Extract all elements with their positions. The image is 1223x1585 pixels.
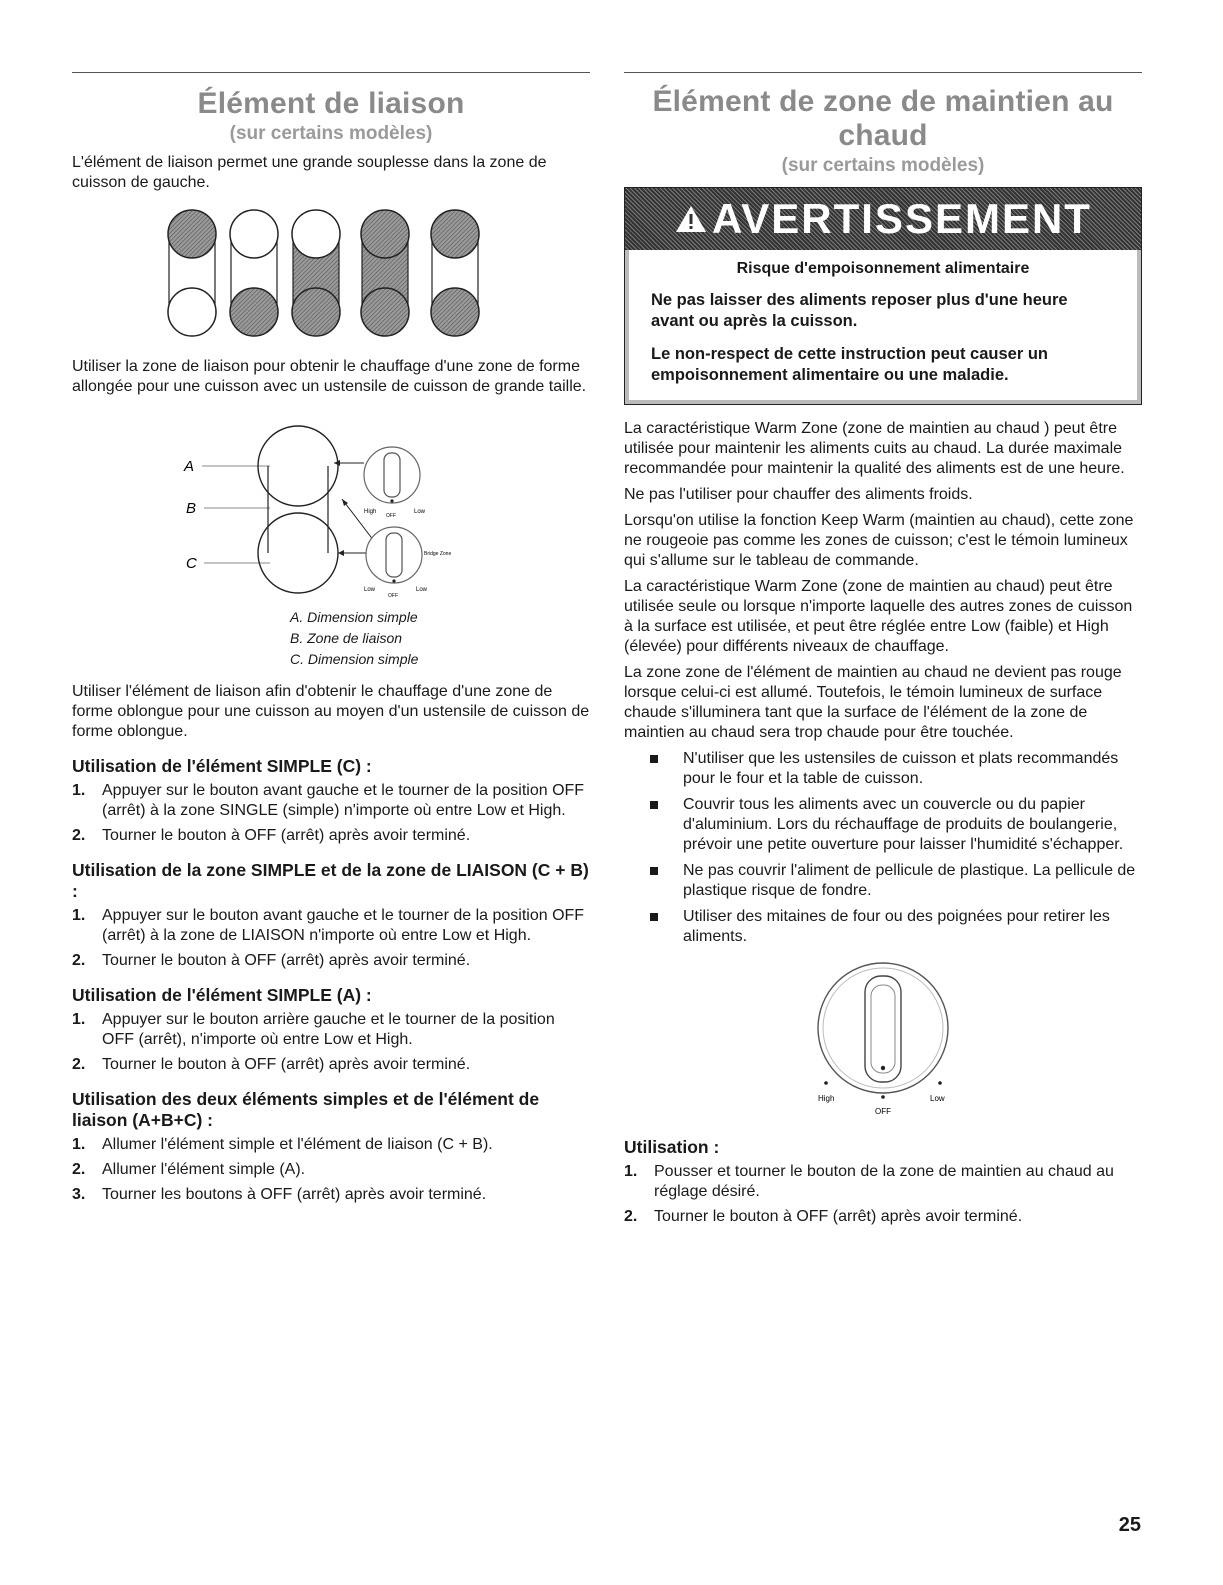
step: 2. Tourner le bouton à OFF (arrêt) après avoir terminé.	[624, 1208, 1023, 1225]
bullet-square-icon	[650, 867, 658, 875]
step: 1. Appuyer sur le bouton avant gauche et le tourner de la position OFF (arrêt) à la zone SINGLE (simple) n'importe où entre Low et High.	[72, 782, 585, 819]
paragraph: La caractéristique Warm Zone (zone de maintien au chaud ) peut être utilisée pour maintenir les aliments cuits au chaud. La durée maximale recommandée pour maintenir la qualité des aliments est de une heure.	[624, 420, 1125, 477]
knob-bottom-bridge: Bridge Zone	[424, 551, 452, 557]
config-4	[361, 210, 409, 336]
section-title: Élément de liaison	[197, 87, 465, 120]
bullet-list	[650, 749, 1142, 947]
section-subtitle: (sur certains modèles)	[229, 123, 433, 144]
list-item: Utiliser des mitaines de four ou des poignées pour retirer les aliments.	[650, 907, 1142, 947]
step: 1. Appuyer sur le bouton avant gauche et le tourner de la position OFF (arrêt) à la zone de LIAISON n'importe où entre Low et High.	[72, 907, 585, 944]
warm-zone-knob-figure	[624, 953, 1142, 1133]
list-item: Couvrir tous les aliments avec un couvercle ou du papier d'aluminium. Lors du réchauffage de produits de boulangerie, prévoir une petite ouverture pour laisser l'humidité s'échapper.	[650, 795, 1142, 855]
bullet-square-icon	[650, 801, 658, 809]
bridge-diagram	[72, 403, 590, 603]
oblong-paragraph: Utiliser l'élément de liaison afin d'obtenir le chauffage d'une zone de forme oblongue pour une cuisson au moyen d'un ustensile de cuisson de forme oblongue.	[72, 683, 590, 740]
list-item: Ne pas couvrir l'aliment de pellicule de plastique. La pellicule de plastique risque de fondre.	[650, 861, 1142, 901]
warning-title: AVERTISSEMENT	[712, 195, 1092, 242]
paragraph: La caractéristique Warm Zone (zone de maintien au chaud) peut être utilisée seule ou lorsque n'importe laquelle des autres zones de cuisson à la surface est utilisée, et peut être réglée entre Low (faible) et High (élevée) pour différents niveaux de chauffage.	[624, 578, 1133, 655]
step: 1. Allumer l'élément simple et l'élément de liaison (C + B).	[72, 1136, 493, 1153]
warning-risk: Risque d'empoisonnement alimentaire	[736, 260, 1030, 277]
knob-top-high: High	[364, 509, 377, 515]
step: 1. Pousser et tourner le bouton de la zone de maintien au chaud au réglage désiré.	[624, 1163, 1114, 1200]
step: 2. Allumer l'élément simple (A).	[72, 1161, 306, 1178]
step: 2. Tourner le bouton à OFF (arrêt) après avoir terminé.	[72, 827, 471, 844]
config-3	[292, 210, 340, 336]
usage-steps	[624, 1162, 1142, 1227]
warning-body	[625, 250, 1141, 404]
knob-bottom-low-1: Low	[364, 587, 376, 593]
paragraph: La zone zone de l'élément de maintien au chaud ne devient pas rouge lorsque celui-ci est allumé. Toutefois, le témoin lumineux de surface chaude s'illuminera tant que la surface de l'élément de la zone de maintien au chaud sera trop chaude pour être touchée.	[624, 664, 1122, 741]
label-c: C	[186, 555, 197, 572]
knob-bottom-low-2: Low	[416, 587, 428, 593]
list-item: N'utiliser que les ustensiles de cuisson et plats recommandés pour le four et la table de cuisson.	[650, 749, 1142, 789]
warning-text-2: Le non-respect de cette instruction peut causer un empoisonnement alimentaire ou une maladie.	[651, 345, 1048, 384]
intro-paragraph: L'élément de liaison permet une grande souplesse dans la zone de cuisson de gauche.	[72, 154, 547, 191]
warning-text-1: Ne pas laisser des aliments reposer plus d'une heure avant ou après la cuisson.	[651, 291, 1068, 330]
step: 2. Tourner le bouton à OFF (arrêt) après avoir terminé.	[72, 1056, 471, 1073]
usage-heading: Utilisation :	[624, 1137, 720, 1157]
label-a: A	[184, 458, 195, 475]
config-5	[431, 210, 479, 336]
section-heading-abc: Utilisation des deux éléments simples et de l'élément de liaison (A+B+C) :	[72, 1089, 540, 1130]
knob-bottom	[364, 527, 451, 599]
caption-a: A. Dimension simple	[290, 609, 418, 625]
page-number: 25	[1118, 1514, 1141, 1536]
bullet-square-icon	[650, 913, 658, 921]
section-heading-simple-c: Utilisation de l'élément SIMPLE (C) :	[72, 756, 372, 776]
knob-bottom-off: OFF	[388, 593, 398, 599]
warning-header	[625, 188, 1141, 250]
figure-caption	[290, 607, 590, 670]
config-2	[230, 210, 278, 336]
section-heading-simple-liaison: Utilisation de la zone SIMPLE et de la zone de LIAISON (C + B) :	[72, 860, 589, 901]
top-rule	[624, 72, 1142, 73]
paragraph: Ne pas l'utiliser pour chauffer des aliments froids.	[624, 486, 973, 503]
section-subtitle: (sur certains modèles)	[781, 155, 985, 176]
knob-high: High	[818, 1094, 835, 1103]
warning-box	[624, 187, 1142, 405]
section-heading-simple-a: Utilisation de l'élément SIMPLE (A) :	[72, 985, 372, 1005]
bridge-element-configurations-figure	[72, 199, 590, 349]
left-column	[72, 72, 590, 1210]
steps-abc	[72, 1135, 590, 1205]
bullet-square-icon	[650, 755, 658, 763]
step: 3. Tourner les boutons à OFF (arrêt) après avoir terminé.	[72, 1186, 487, 1203]
section-title: Élément de zone de maintien au chaud	[652, 85, 1114, 152]
caption-b: B. Zone de liaison	[290, 630, 403, 646]
knob-top	[364, 447, 426, 519]
right-column	[624, 72, 1142, 1232]
zone-paragraph: Utiliser la zone de liaison pour obtenir le chauffage d'une zone de forme allongée pour une cuisson avec un ustensile de cuisson de grande taille.	[72, 358, 587, 395]
paragraph: Lorsqu'on utilise la fonction Keep Warm (maintien au chaud), cette zone ne rougeoie pas comme les zones de cuisson; c'est le témoin lumineux qui s'allume sur le tableau de commande.	[624, 512, 1134, 569]
knob-off: OFF	[875, 1107, 891, 1116]
caption-c: C. Dimension simple	[290, 651, 419, 667]
step: 1. Appuyer sur le bouton arrière gauche et le tourner de la position OFF (arrêt), n'importe où entre Low et High.	[72, 1011, 555, 1048]
steps-simple-c	[72, 781, 590, 846]
config-1	[168, 210, 216, 336]
knob-low: Low	[930, 1094, 945, 1103]
warning-triangle-icon	[674, 204, 708, 234]
step: 2. Tourner le bouton à OFF (arrêt) après avoir terminé.	[72, 952, 471, 969]
knob-top-low: Low	[414, 509, 426, 515]
steps-simple-liaison	[72, 906, 590, 971]
top-rule	[72, 72, 590, 73]
label-b: B	[186, 500, 197, 517]
knob-top-off: OFF	[386, 513, 396, 519]
steps-simple-a	[72, 1010, 590, 1075]
